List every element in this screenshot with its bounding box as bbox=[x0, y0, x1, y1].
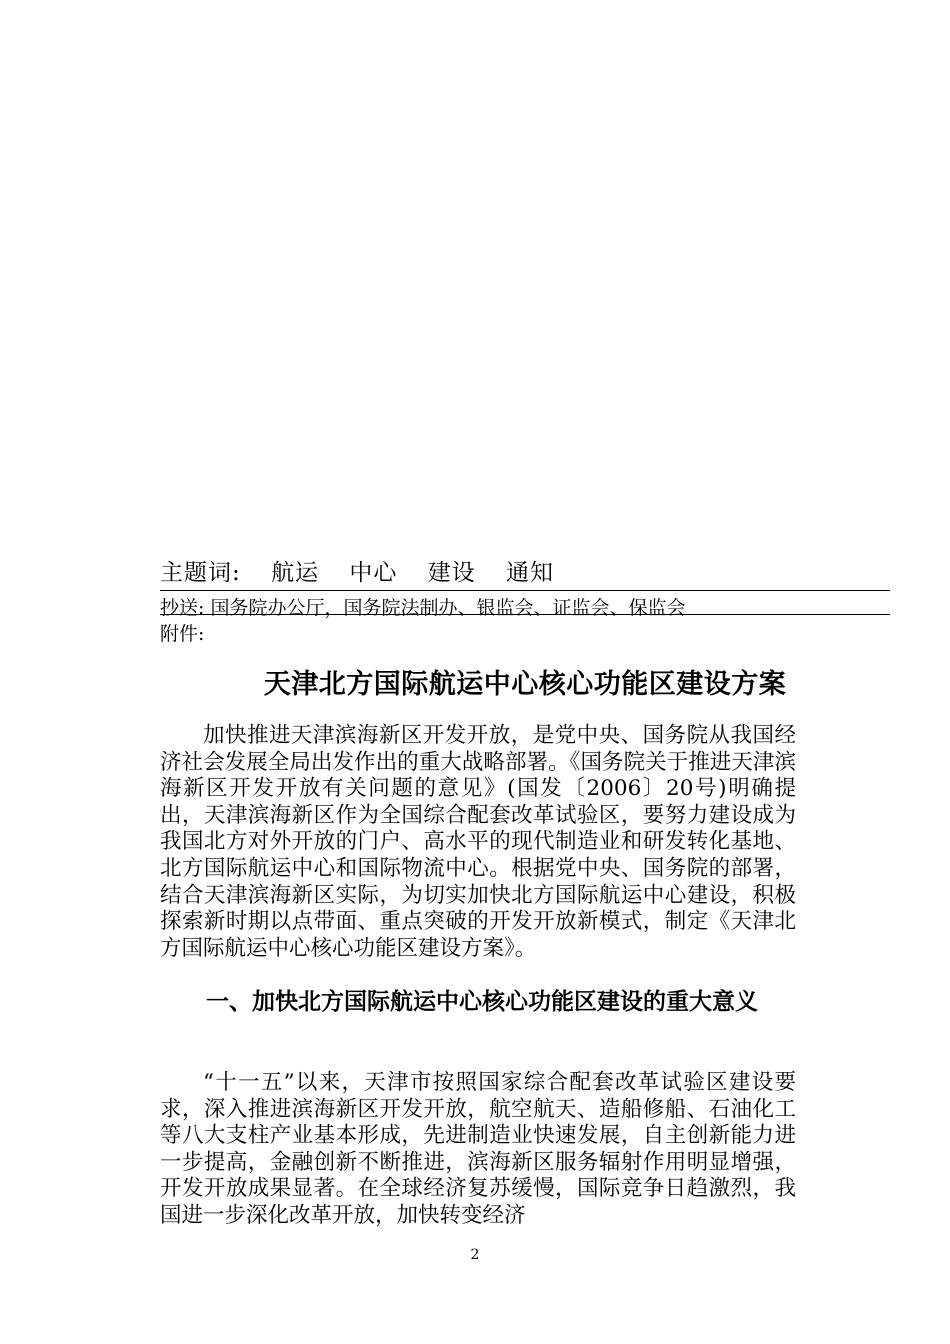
keyword-item: 中心 bbox=[349, 560, 398, 586]
divider-line bbox=[160, 590, 890, 591]
keywords-label: 主题词: bbox=[160, 560, 241, 586]
keyword-item: 建设 bbox=[427, 560, 476, 586]
page-number: 2 bbox=[470, 1247, 480, 1263]
section-paragraph: “十一五”以来，天津市按照国家综合配套改革试验区建设要求，深入推进滨海新区开发开放，航空航天、造船修船、石油化工等八大支柱产业基本形成，先进制造业快速发展，自主创新能力进一步提高，金融创新不断推进，滨海新区服务辐射作用明显增强，开发开放成果显著。在全球经济复苏缓慢，国际竞争日趋激烈，我国进一步深化改革开放，加快转变经济 bbox=[160, 1070, 796, 1228]
cc-list: 抄送: 国务院办公厅，国务院法制办、银监会、证监会、保监会 bbox=[160, 597, 686, 619]
intro-paragraph: 加快推进天津滨海新区开发开放，是党中央、国务院从我国经济社会发展全局出发作出的重大战略部署。《国务院关于推进天津滨海新区开发开放有关问题的意见》(国发〔2006〕20号)明确提出，天津滨海新区作为全国综合配套改革试验区，要努力建设成为我国北方对外开放的门户、高水平的现代制造业和研发转化基地、北方国际航运中心和国际物流中心。根据党中央、国务院的部署，结合天津滨海新区实际，为切实加快北方国际航运中心建设，积极探索新时期以点带面、重点突破的开发开放新模式，制定《天津北方国际航运中心核心功能区建设方案》。 bbox=[160, 723, 796, 961]
attachment-label: 附件: bbox=[160, 623, 205, 645]
keywords-row bbox=[160, 556, 890, 590]
section-heading: 一、加快北方国际航运中心核心功能区建设的重大意义 bbox=[206, 989, 758, 1015]
keyword-item: 通知 bbox=[506, 560, 554, 586]
keyword-item: 航运 bbox=[271, 560, 320, 586]
divider-line bbox=[160, 614, 890, 615]
document-title: 天津北方国际航运中心核心功能区建设方案 bbox=[263, 669, 787, 700]
